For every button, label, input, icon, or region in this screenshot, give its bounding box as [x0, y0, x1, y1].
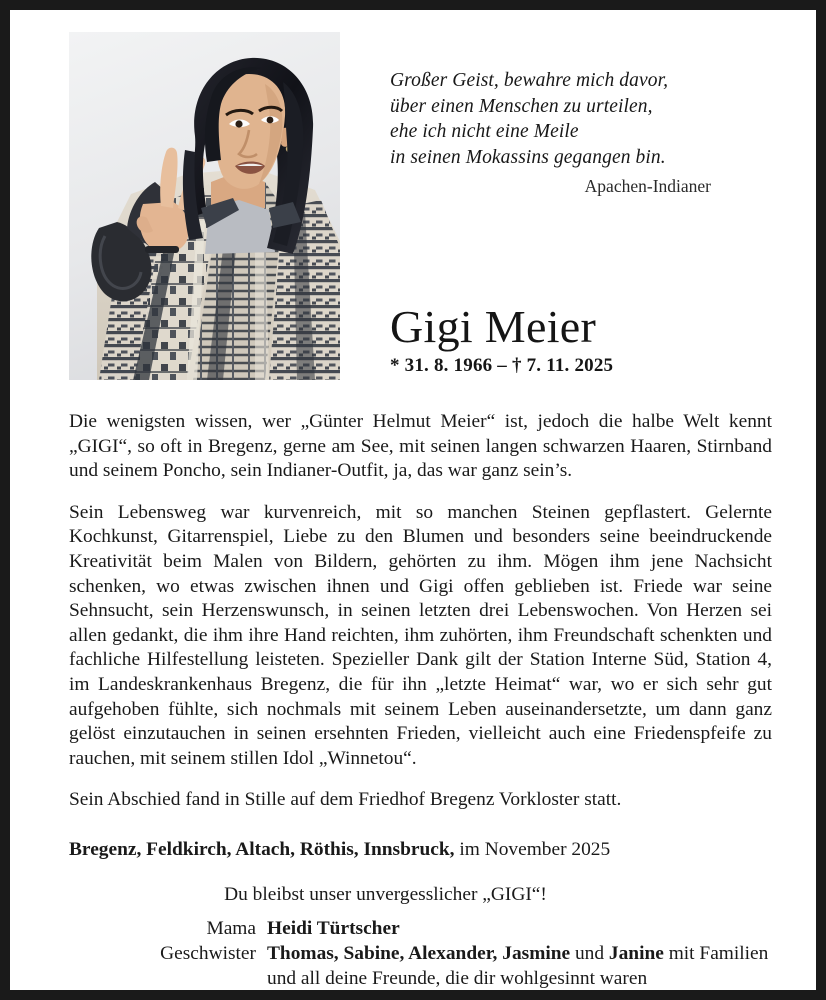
notice-inner: [10, 10, 816, 990]
deceased-name: Gigi Meier: [390, 301, 597, 352]
family-row: [79, 916, 772, 941]
quote-attribution: Apachen-Indianer: [584, 176, 711, 196]
places-list: Bregenz, Feldkirch, Altach, Röthis, Innsbruck,: [69, 839, 455, 860]
portrait-photo: [69, 32, 340, 380]
family-row: [79, 966, 772, 991]
portrait-illustration: [69, 32, 340, 380]
family-relation: Mama: [206, 918, 256, 939]
deceased-identity: [390, 302, 750, 377]
friends-line: und all deine Freunde, die dir wohlgesinnt waren: [267, 968, 648, 989]
family-relation: Geschwister: [160, 943, 256, 964]
body-paragraph-3: Sein Abschied fand in Stille auf dem Friedhof Bregenz Vorkloster statt.: [69, 789, 622, 811]
family-list: [69, 916, 772, 991]
family-members: Heidi Türtscher: [267, 918, 400, 939]
life-dates: * 31. 8. 1966 – † 7. 11. 2025: [390, 355, 614, 376]
body-paragraph-1: Die wenigsten wissen, wer „Günter Helmut Meier“ ist, jedoch die halbe Welt kennt „GIGI“, so oft in Bregenz, gerne am See, mit seinen langen schwarzen Haaren, Stirnband und seinem Poncho, sein Indianer-Outfit, ja, das war ganz sein’s.: [69, 411, 772, 482]
obituary-body: [69, 410, 772, 813]
places-and-date: [69, 838, 772, 862]
quote-line-2: über einen Menschen zu urteilen,: [390, 95, 653, 117]
body-paragraph-2: Sein Lebensweg war kurvenreich, mit so manchen Steinen gepflastert. Gelernte Kochkunst, Gitarrenspiel, Liebe zu den Blumen und besonders seine beeindruckende Kreativität beim Malen von Bildern, gehörten zu ihm. Mögen ihm jene Nachsicht schenken, wo etwas zwischen ihnen und Gigi offen geblieben ist. Friede war seine Sehnsucht, sein Herzenswunsch, in seinen letzten drei Lebenswochen. Von Herzen sei allen gedankt, die ihm ihre Hand reichten, ihm zuhörten, ihm Freundschaft schenkten und fachliche Hilfestellung leisteten. Spezieller Dank gilt der Station Interne Süd, Station 4, im Landeskrankenhaus Bregenz, die für ihn „letzte Heimat“ war, wo er sich sehr gut aufgehoben fühlte, sich nochmals mit seinem Leben auseinandersetzte, um dann ganz gelöst einzutauchen in seinen ersehnten Frieden, vielleicht auch eine Friedenspfeife zu rauchen, mit seinem stillen Idol „Winnetou“.: [69, 501, 772, 769]
closing-section: [69, 882, 772, 991]
family-members: Thomas, Sabine, Alexander, Jasmine und Janine mit Familien: [267, 943, 769, 964]
quote-line-1: Großer Geist, bewahre mich davor,: [390, 70, 669, 91]
notice-month: im November 2025: [454, 839, 611, 860]
quote-line-3: ehe ich nicht eine Meile: [390, 121, 579, 142]
memorial-quote: [390, 68, 725, 197]
family-row: [79, 941, 772, 966]
farewell-message: Du bleibst unser unvergesslicher „GIGI“!: [224, 884, 547, 905]
quote-line-4: in seinen Mokassins gegangen bin.: [390, 146, 666, 168]
